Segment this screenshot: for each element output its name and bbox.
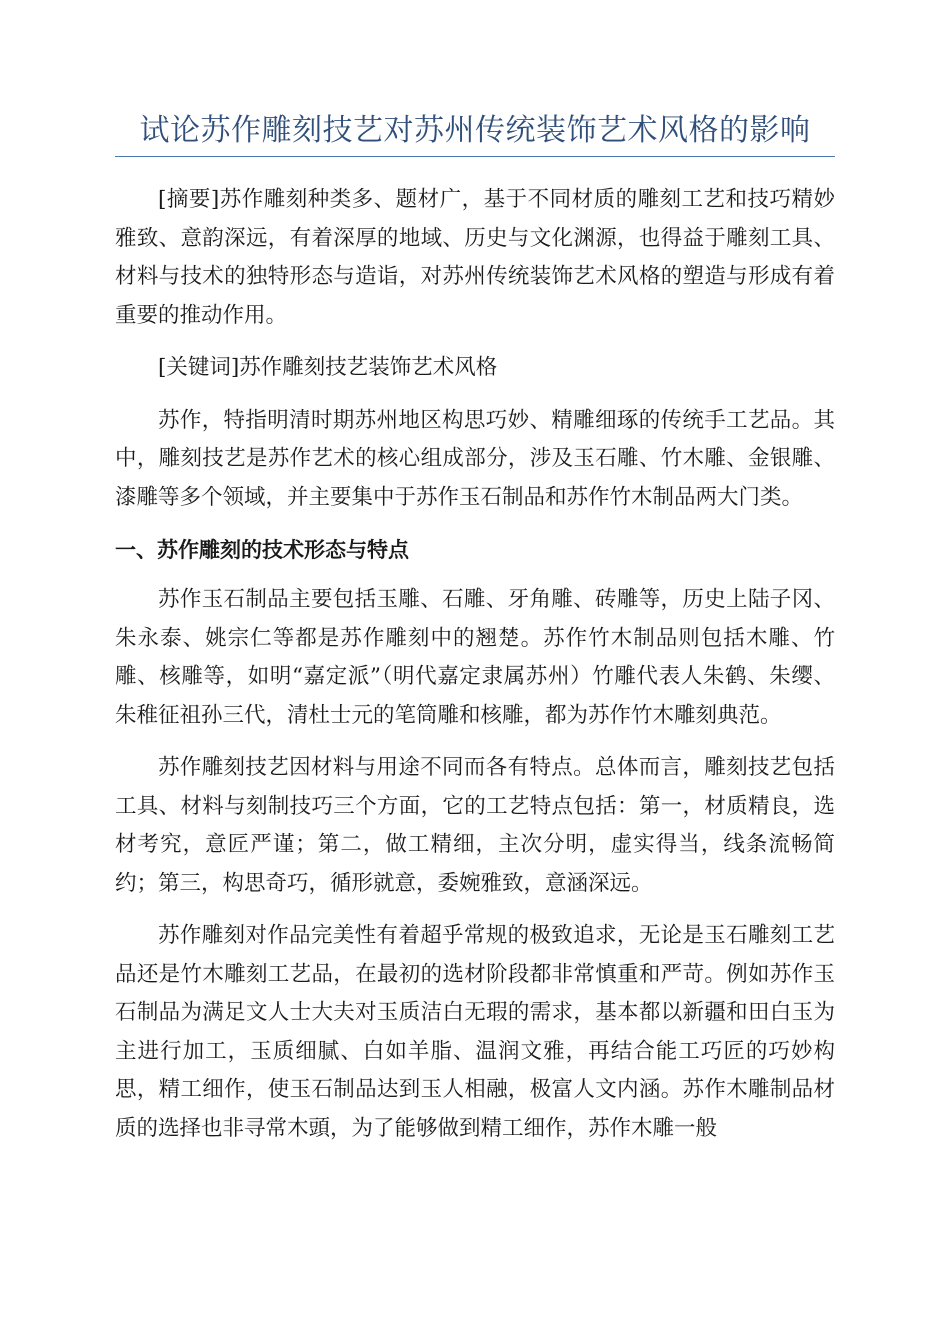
intro-paragraph: 苏作，特指明清时期苏州地区构思巧妙、精雕细琢的传统手工艺品。其中，雕刻技艺是苏作艺术的核心组成部分，涉及玉石雕、竹木雕、金银雕、漆雕等多个领域，并主要集中于苏作玉石制品和苏作竹木制品两大门类。 [115, 407, 835, 510]
body-paragraph: 苏作雕刻对作品完美性有着超乎常规的极致追求，无论是玉石雕刻工艺品还是竹木雕刻工艺品，在最初的选材阶段都非常慎重和严苛。例如苏作玉石制品为满足文人士大夫对玉质洁白无瑕的需求，基本都以新疆和田白玉为主进行加工，玉质细腻、白如羊脂、温润文雅，再结合能工巧匠的巧妙构思，精工细作，使玉石制品达到玉人相融，极富人文内涵。苏作木雕制品材质的选择也非寻常木頭，为了能够做到精工细作，苏作木雕一般 [115, 923, 835, 1141]
section-heading: 一、苏作雕刻的技术形态与特点 [115, 538, 409, 562]
keywords-paragraph: [关键词]苏作雕刻技艺装饰艺术风格 [158, 355, 498, 380]
document-page [115, 110, 835, 1162]
body-paragraph: 苏作玉石制品主要包括玉雕、石雕、牙角雕、砖雕等，历史上陆子冈、朱永泰、姚宗仁等都是苏作雕刻中的翘楚。苏作竹木制品则包括木雕、竹雕、核雕等，如明“嘉定派”（明代嘉定隶属苏州）竹雕代表人朱鹤、朱缨、朱稚征祖孙三代，清杜士元的笔筒雕和核雕，都为苏作竹木雕刻典范。 [115, 587, 835, 728]
document-title: 试论苏作雕刻技艺对苏州传统装饰艺术风格的影响 [115, 110, 835, 157]
abstract-paragraph: [摘要]苏作雕刻种类多、题材广，基于不同材质的雕刻工艺和技巧精妙雅致、意韵深远，有着深厚的地域、历史与文化渊源，也得益于雕刻工具、材料与技术的独特形态与造诣，对苏州传统装饰艺术风格的塑造与形成有着重要的推动作用。 [115, 187, 835, 328]
body-paragraph: 苏作雕刻技艺因材料与用途不同而各有特点。总体而言，雕刻技艺包括工具、材料与刻制技巧三个方面，它的工艺特点包括：第一，材质精良，选材考究，意匠严谨；第二，做工精细，主次分明，虚实得当，线条流畅简约；第三，构思奇巧，循形就意，委婉雅致，意涵深远。 [115, 755, 835, 896]
